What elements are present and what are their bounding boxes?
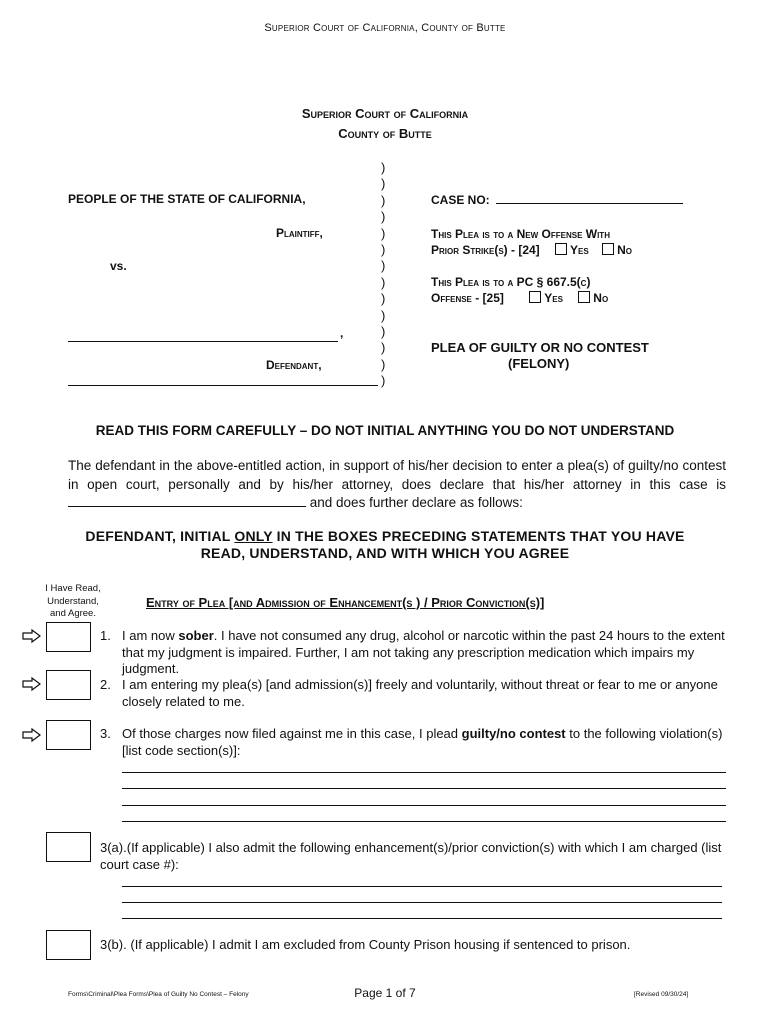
violation-line[interactable] (122, 788, 726, 789)
plea-title (431, 340, 649, 372)
arrow-right-icon (22, 677, 41, 691)
defendant-name-comma: , (340, 326, 344, 340)
page-number: Page 1 of 7 (354, 986, 416, 1000)
item-3b-text: 3(b). (If applicable) I admit I am excluded from County Prison housing if sentenced to prison. (100, 937, 631, 952)
item-number: 2. (100, 677, 111, 692)
new-offense-no-label: No (617, 243, 632, 257)
item-number: 3. (100, 726, 111, 741)
defendant-label: Defendant, (266, 358, 322, 372)
initial-banner-only: ONLY (234, 528, 273, 544)
enhancement-line[interactable] (122, 918, 722, 919)
court-title-line1: Superior Court of California (301, 106, 469, 121)
case-number (431, 192, 683, 207)
initial-box-3b[interactable] (46, 930, 91, 960)
initial-box-3[interactable] (46, 720, 91, 750)
new-offense-line2: Prior Strike(s) - [24] (431, 243, 540, 257)
case-number-label: CASE NO: (431, 193, 490, 207)
new-offense-yes-label: Yes (570, 243, 589, 257)
pc-offense-block (431, 274, 608, 306)
plaintiff-label: Plaintiff, (276, 226, 323, 240)
read-carefully-banner: READ THIS FORM CAREFULLY – DO NOT INITIAL ANYTHING YOU DO NOT UNDERSTAND (95, 423, 675, 438)
running-header: Superior Court of California, County of Butte (264, 22, 506, 34)
case-number-field[interactable] (496, 192, 683, 204)
caption-bottom-rule (68, 385, 378, 386)
arrow-right-icon (22, 728, 41, 742)
pc-offense-yes-label: Yes (544, 291, 563, 305)
footer-form-path: Forms\Criminal\Plea Forms\Plea of Guilty No Contest – Felony (68, 991, 249, 998)
plea-title-line2: (FELONY) (508, 356, 570, 371)
pc-offense-line2: Offense - [25] (431, 291, 504, 305)
item-number: 1. (100, 628, 111, 643)
initial-box-1[interactable] (46, 622, 91, 652)
people-label: PEOPLE OF THE STATE OF CALIFORNIA, (68, 192, 306, 206)
arrow-right-icon (22, 629, 41, 643)
enhancement-line[interactable] (122, 886, 722, 887)
new-offense-yes-checkbox[interactable] (555, 243, 567, 255)
vs-label: vs. (110, 259, 127, 273)
footer-revised-date: [Revised 09/30/24] (634, 991, 689, 998)
caption-parentheses: ) ) ) ) ) ) ) ) ) ) ) ) ) ) (381, 160, 386, 389)
new-offense-block (431, 226, 632, 258)
initial-box-3a[interactable] (46, 832, 91, 862)
intro-text-part1: The defendant in the above-entitled action, in support of his/her decision to enter a plea(s) of guilty/no contest in open court, personally and by his/her attorney, does declare that his/her attorney in this case is (68, 458, 726, 492)
pc-offense-line1: This Plea is to a PC § 667.5(c) (431, 275, 591, 289)
pc-offense-no-checkbox[interactable] (578, 291, 590, 303)
initial-box-2[interactable] (46, 670, 91, 700)
violation-line[interactable] (122, 821, 726, 822)
pc-offense-yes-checkbox[interactable] (529, 291, 541, 303)
intro-text-part2: and does further declare as follows: (309, 495, 523, 510)
box-note: I Have Read, Understand, and Agree. (45, 583, 101, 619)
entry-of-plea-title: Entry of Plea [and Admission of Enhancement(s ) / Prior Conviction(s)] (146, 595, 545, 610)
court-title-line2: County of Butte (338, 126, 432, 141)
violation-line[interactable] (122, 805, 726, 806)
plea-title-line1: PLEA OF GUILTY OR NO CONTEST (431, 340, 649, 355)
initial-instructions-banner (0, 528, 770, 562)
enhancement-line[interactable] (122, 902, 722, 903)
defendant-name-field[interactable] (68, 329, 338, 342)
item-1-text: I am now sober. I have not consumed any drug, alcohol or narcotic within the past 24 hours to the extent that my judgment is impaired. Further, I am not taking any prescription medication which impairs my judgment. (122, 628, 725, 676)
pc-offense-no-label: No (593, 291, 609, 305)
intro-paragraph (68, 457, 726, 513)
violation-line[interactable] (122, 772, 726, 773)
initial-banner-line2: READ, UNDERSTAND, AND WITH WHICH YOU AGREE (200, 545, 570, 561)
new-offense-no-checkbox[interactable] (602, 243, 614, 255)
item-2-text: I am entering my plea(s) [and admission(s)] freely and voluntarily, without threat or fear to me or anyone closely related to me. (122, 677, 718, 709)
new-offense-line1: This Plea is to a New Offense With (431, 227, 610, 241)
attorney-name-field[interactable] (68, 494, 306, 507)
initial-banner-pre: DEFENDANT, INITIAL (85, 528, 235, 544)
court-title (0, 104, 770, 144)
item-3a-text: 3(a).(If applicable) I also admit the following enhancement(s)/prior conviction(s) with which I am charged (list court case #): (100, 840, 722, 872)
initial-banner-post: IN THE BOXES PRECEDING STATEMENTS THAT YOU HAVE (272, 528, 685, 544)
item-3-text: Of those charges now filed against me in this case, I plead guilty/no contest to the following violation(s) [list code section(s)]: (122, 726, 723, 758)
